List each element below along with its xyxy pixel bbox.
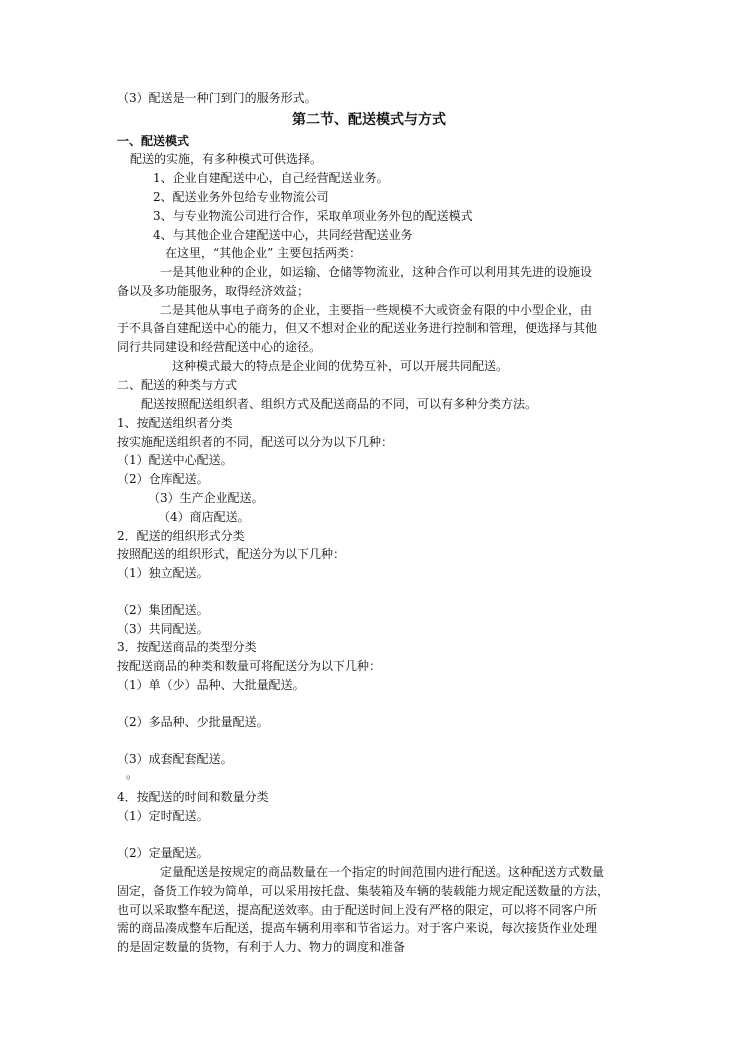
model-item-3: 3、与专业物流公司进行合作，采取单项业务外包的配送模式 bbox=[153, 209, 473, 223]
stray-period: 。 bbox=[126, 767, 139, 781]
cat2-intro: 按照配送的组织形式，配送分为以下几种： bbox=[117, 547, 346, 561]
cat3-item-2: （2）多品种、少批量配送。 bbox=[117, 715, 269, 729]
type2-line-2: 于不具备自建配送中心的能力，但又不想对企业的配送业务进行控制和管理，便选择与其他 bbox=[117, 321, 598, 335]
cat2-title: 2．配送的组织形式分类 bbox=[117, 529, 245, 543]
cat3-item-1: （1）单（少）品种、大批量配送。 bbox=[117, 678, 305, 692]
quantity-line-4: 需的商品凑成整车后配送，提高车辆利用率和节省运力。对于客户来说，每次接货作业处理 bbox=[117, 921, 598, 935]
cat2-item-2: （2）集团配送。 bbox=[117, 603, 209, 617]
cat4-item-1: （1）定时配送。 bbox=[117, 809, 209, 823]
mode-feature: 这种模式最大的特点是企业间的优势互补，可以开展共同配送。 bbox=[172, 359, 509, 373]
quantity-line-3: 也可以采取整车配送，提高配送效率。由于配送时间上没有严格的限定，可以将不同客户所 bbox=[117, 903, 598, 917]
model-item-1: 1、企业自建配送中心，自己经营配送业务。 bbox=[153, 171, 389, 185]
quantity-line-5: 的是固定数量的货物，有利于人力、物力的调度和准备 bbox=[117, 940, 406, 954]
cat3-title: 3．按配送商品的类型分类 bbox=[117, 640, 257, 654]
types-intro: 配送按照配送组织者、组织方式及配送商品的不同，可以有多种分类方法。 bbox=[141, 397, 538, 411]
model-item-2: 2、配送业务外包给专业物流公司 bbox=[153, 190, 329, 204]
model-intro: 配送的实施，有多种模式可供选择。 bbox=[130, 152, 323, 166]
cat4-title: 4．按配送的时间和数量分类 bbox=[117, 790, 269, 804]
type2-line-1: 二是其他从事电子商务的企业，主要指一些规模不大或资金有限的中小型企业，由 bbox=[160, 303, 593, 317]
cat2-item-3: （3）共同配送。 bbox=[117, 622, 209, 636]
quantity-line-1: 定量配送是按规定的商品数量在一个指定的时间范围内进行配送。这种配送方式数量 bbox=[160, 865, 605, 879]
other-enterprise-intro: 在这里，“其他企业” 主要包括两类： bbox=[165, 246, 362, 260]
type1-line-1: 一是其他业种的企业，如运输、仓储等物流业，这种合作可以利用其先进的设施设 bbox=[160, 265, 593, 279]
model-item-4: 4、与其他企业合建配送中心，共同经营配送业务 bbox=[153, 228, 413, 242]
cat2-item-1: （1）独立配送。 bbox=[117, 566, 209, 580]
cat3-intro: 按配送商品的种类和数量可将配送分为以下几种： bbox=[117, 659, 382, 673]
cat4-item-2: （2）定量配送。 bbox=[117, 846, 209, 860]
cat1-item-2: （2）仓库配送。 bbox=[117, 472, 209, 486]
cat3-item-3: （3）成套配套配送。 bbox=[117, 752, 233, 766]
cat1-item-3: （3）生产企业配送。 bbox=[148, 491, 264, 505]
type2-line-3: 同行共同建设和经营配送中心的途径。 bbox=[117, 340, 322, 354]
heading-types: 二、配送的种类与方式 bbox=[117, 378, 238, 392]
cat1-item-1: （1）配送中心配送。 bbox=[117, 453, 233, 467]
cat1-item-4: （4）商店配送。 bbox=[158, 510, 250, 524]
section-title: 第二节、配送模式与方式 bbox=[292, 112, 446, 128]
cat1-title: 1、按配送组织者分类 bbox=[117, 416, 233, 430]
cat1-intro: 按实施配送组织者的不同，配送可以分为以下几种： bbox=[117, 435, 394, 449]
type1-line-2: 备以及多功能服务，取得经济效益； bbox=[117, 284, 310, 298]
quantity-line-2: 固定，备货工作较为简单，可以采用按托盘、集装箱及车辆的装载能力规定配送数量的方法， bbox=[117, 884, 610, 898]
door-to-door-item: （3）配送是一种门到门的服务形式。 bbox=[117, 91, 317, 105]
heading-delivery-model: 一、配送模式 bbox=[117, 134, 190, 148]
